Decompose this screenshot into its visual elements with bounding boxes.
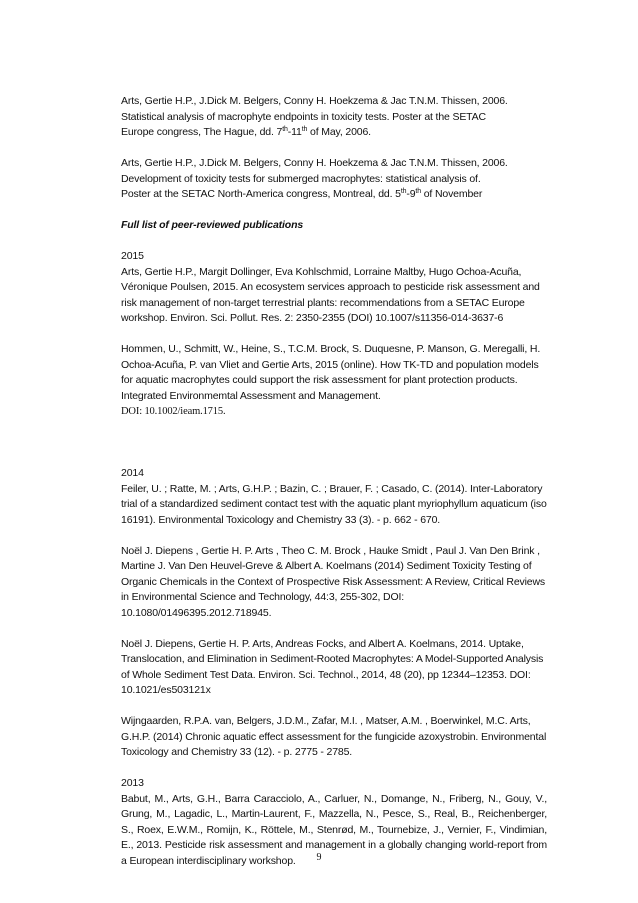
page-content [121,94,547,885]
publication-text: Noël J. Diepens, Gertie H. P. Arts, Andreas Focks, and Albert A. Koelmans, 2014. Uptake, Translocation, and Elimination in Sediment-Rooted Macrophytes: A Model-Supported Analysis of Whole Sediment Test Data. Environ. Sci. Technol., 2014, 48 (20), pp 12344–12353. DOI: 10.1021/es503121x [121,637,544,696]
year-label-2014: 2014 [121,467,144,479]
page-number: 9 [316,852,322,863]
publication-text: Wijngaarden, R.P.A. van, Belgers, J.D.M., Zafar, M.I. , Matser, A.M. , Boerwinkel, M.C. Arts, G.H.P. (2014) Chronic aquatic effect assessment for the fungicide azoxystrobin. Environmental Toxicology and Chemistry 33 (12). - p. 2775 - 2785. [121,715,547,758]
publication-2015-1 [121,249,547,327]
superscript: th [400,188,407,195]
publication-text: Hommen, U., Schmitt, W., Heine, S., T.C.M. Brock, S. Duquesne, P. Manson, G. Meregalli, H. Ochoa-Acuña, P. van Vliet and Gertie Arts, 2015 (online). How TK-TD and population models for aquatic macrophytes could support the risk assessment for plant protection products. Integrated Environmemtal Assessment and Management. [121,343,541,402]
poster-entry-2-line-1: Arts, Gertie H.P., J.Dick M. Belgers, Conny H. Hoekzema & Jac T.N.M. Thissen, 2006. [121,157,508,169]
superscript: th [415,188,421,195]
publication-text: Arts, Gertie H.P., Margit Dollinger, Eva Kohlschmid, Lorraine Maltby, Hugo Ochoa-Acuña, Véronique Poulsen, 2015. An ecosystem services approach to pesticide risk assessment and risk management of non-target terrestrial plants: recommendations from a SETAC Europe workshop. Environ. Sci. Pollut. Res. 2: 2350-2355 (DOI) 10.1007/s11356-014-3637-6 [121,265,540,324]
publication-text: Feiler, U. ; Ratte, M. ; Arts, G.H.P. ; Bazin, C. ; Brauer, F. ; Casado, C. (2014). Inter-Laboratory trial of a standardized sediment contact test with the aquatic plant myriophyllum aquaticum (iso 16191). Environmental Toxicology and Chemistry 33 (3). - p. 662 - 670. [121,482,547,526]
poster-entry-2-line-3c: of November [420,188,483,200]
year-label-2013: 2013 [121,777,144,789]
superscript: th [301,126,308,133]
poster-entry-2 [121,156,547,203]
publication-2014-3 [121,637,547,699]
poster-entry-1-line-1: Arts, Gertie H.P., J.Dick M. Belgers, Conny H. Hoekzema & Jac T.N.M. Thissen, 2006. [121,95,508,107]
poster-entry-1-line-3c: of May, 2006. [307,126,371,138]
poster-entry-2-line-3a: Poster at the SETAC North-America congress, Montreal, dd. 5 [121,188,401,200]
publication-2014-2 [121,544,547,622]
publication-text: Noël J. Diepens , Gertie H. P. Arts , Theo C. M. Brock , Hauke Smidt , Paul J. Van Den Brink , Martine J. Van Den Heuvel-Greve & Albert A. Koelmans (2014) Sediment Toxicity Testing of Organic Chemicals in the Context of Prospective Risk Assessment: A Review, Critical Reviews in Environmental Science and Technology, 44:3, 255-302, DOI: 10.1080/01496395.2012.718945. [121,544,546,619]
publication-2015-2 [121,342,547,420]
poster-entry-1-line-3a: Europe congress, The Hague, dd. 7 [121,126,283,138]
spacer [121,435,547,466]
poster-entry-1-line-2: Statistical analysis of macrophyte endpoints in toxicity tests. Poster at the SETAC [121,110,486,123]
publication-doi: DOI: 10.1002/ieam.1715. [121,406,226,417]
section-heading: Full list of peer-reviewed publications [121,219,304,231]
publication-text: Babut, M., Arts, G.H., Barra Caracciolo, A., Carluer, N., Domange, N., Friberg, N., Gouy, V., Grung, M., Lagadic, L., Martin-Laurent, F., Mazzella, N., Pesce, S., Real, B., Reichenberger, S., Roex, E.W.M., Romijn, K., Röttele, M., Stenrød, M., Tournebize, J., Vernier, F., Vindimian, E., 2013. Pesticide risk assessment and management in a globally changing world-report from a European interdisciplinary workshop. [121,792,547,867]
poster-entry-2-line-2: Development of toxicity tests for submerged macrophytes: statistical analysis of. [121,172,481,185]
superscript: th [282,126,288,133]
poster-entry-2-line-3b: -9 [406,188,416,200]
poster-entry-1-line-3b: -11 [287,126,302,138]
publication-2014-1 [121,466,547,528]
publication-2014-4 [121,714,547,761]
year-label-2015: 2015 [121,250,144,262]
poster-entry-1 [121,94,547,141]
